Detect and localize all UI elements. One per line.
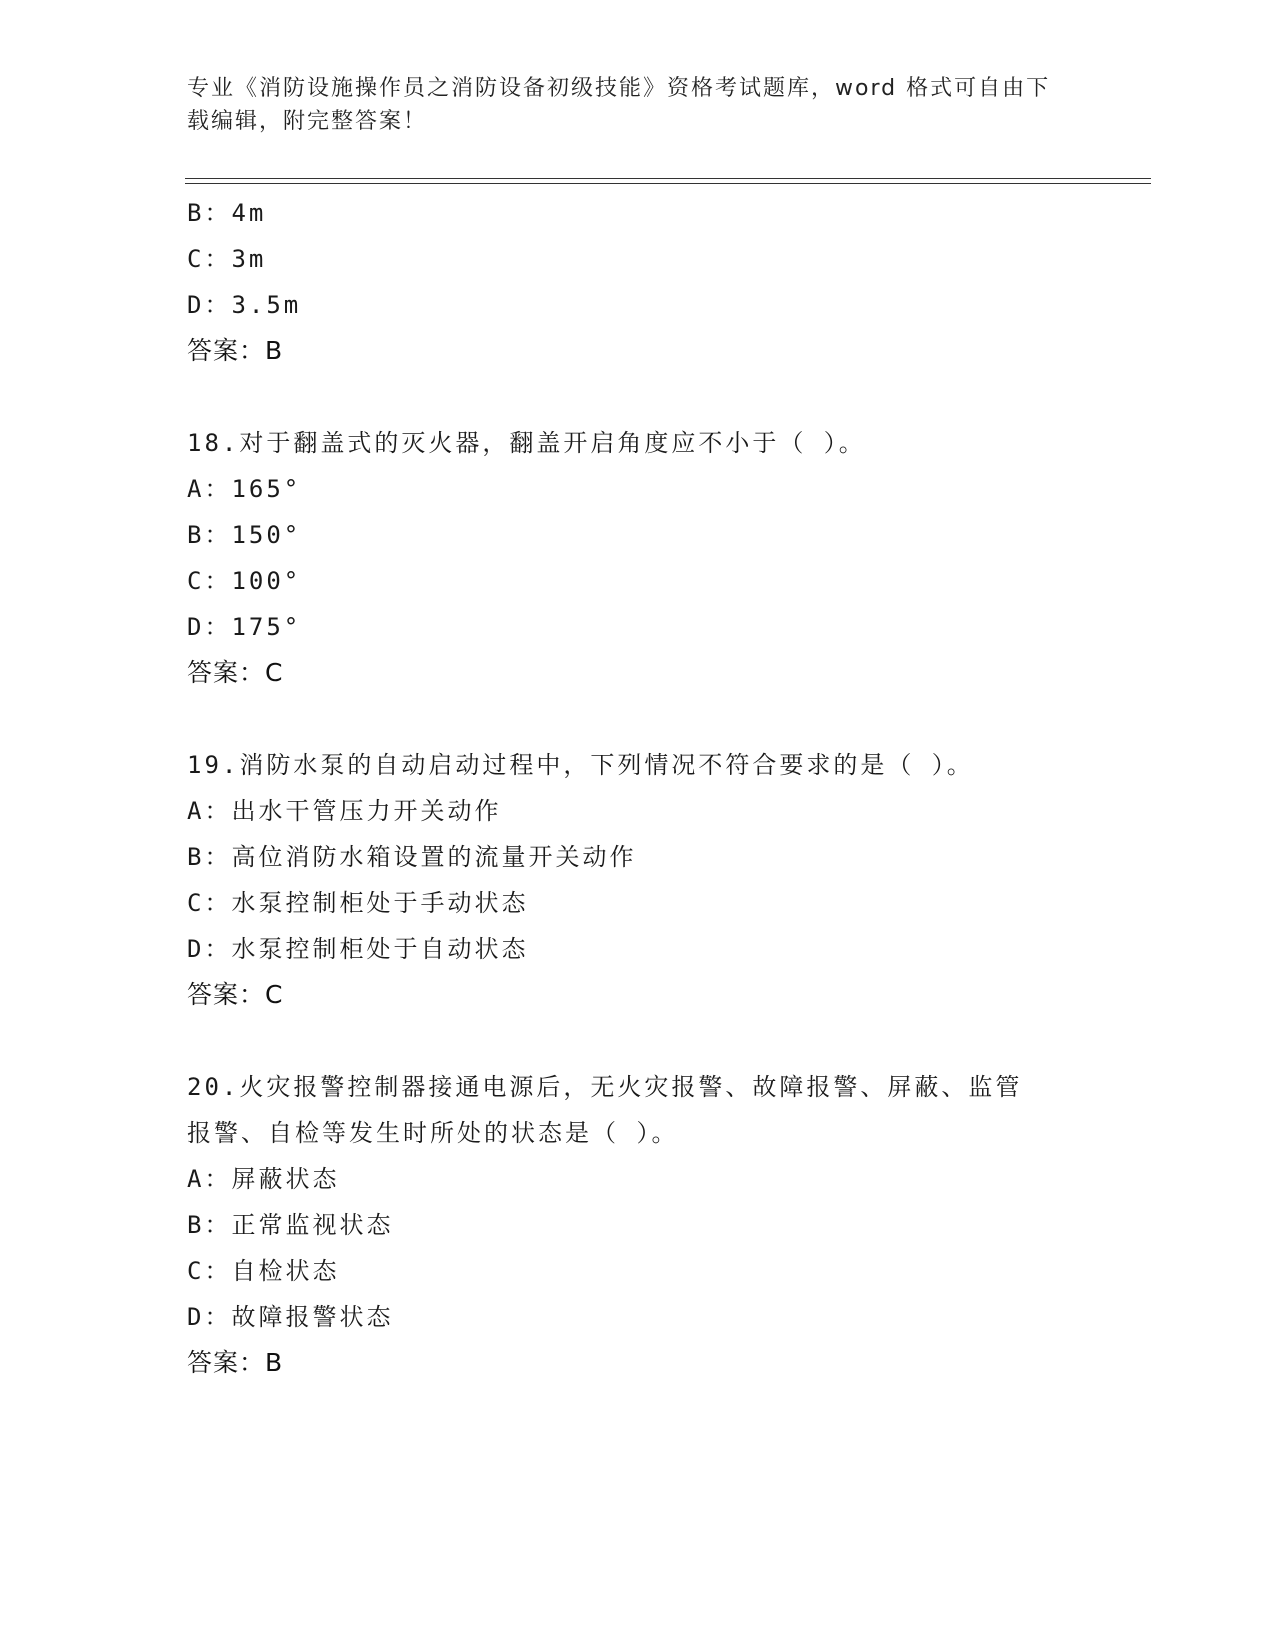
- option-b: B：高位消防水箱设置的流量开关动作: [187, 843, 637, 871]
- document-header: [187, 72, 1067, 138]
- option-d: D：3.5m: [187, 291, 302, 319]
- question-title: 19.消防水泵的自动启动过程中，下列情况不符合要求的是（ ）。: [187, 751, 974, 779]
- answer: 答案：B: [187, 336, 284, 365]
- option-a: A：屏蔽状态: [187, 1165, 340, 1193]
- option-c: C：水泵控制柜处于手动状态: [187, 889, 529, 917]
- option-d: D：水泵控制柜处于自动状态: [187, 935, 529, 963]
- header-divider-bottom: [185, 183, 1151, 184]
- option-a: A：165°: [187, 475, 302, 503]
- option-c: C：自检状态: [187, 1257, 340, 1285]
- question-title-line-2: 报警、自检等发生时所处的状态是（ ）。: [187, 1119, 679, 1147]
- question-17-tail: [187, 190, 1087, 374]
- option-b: B：150°: [187, 521, 302, 549]
- question-title-line-1: 20.火灾报警控制器接通电源后，无火灾报警、故障报警、屏蔽、监管: [187, 1073, 1023, 1101]
- option-a: A：出水干管压力开关动作: [187, 797, 502, 825]
- answer: 答案：C: [187, 980, 284, 1009]
- option-d: D：故障报警状态: [187, 1303, 394, 1331]
- question-19: [187, 742, 1087, 1018]
- question-list: [187, 190, 1087, 1386]
- option-d: D：175°: [187, 613, 302, 641]
- header-line-2: 载编辑，附完整答案！: [187, 109, 428, 134]
- answer: 答案：C: [187, 658, 284, 687]
- question-title: 18.对于翻盖式的灭火器，翻盖开启角度应不小于（ ）。: [187, 429, 866, 457]
- option-b: B：4m: [187, 199, 267, 227]
- spacer: [187, 1018, 1087, 1064]
- question-18: [187, 420, 1087, 696]
- header-divider-top: [185, 178, 1151, 179]
- header-line-1: 专业《消防设施操作员之消防设备初级技能》资格考试题库，word 格式可自由下: [187, 76, 1051, 101]
- option-b: B：正常监视状态: [187, 1211, 394, 1239]
- option-c: C：100°: [187, 567, 302, 595]
- spacer: [187, 374, 1087, 420]
- spacer: [187, 696, 1087, 742]
- question-20: [187, 1064, 1087, 1386]
- answer: 答案：B: [187, 1348, 284, 1377]
- option-c: C：3m: [187, 245, 267, 273]
